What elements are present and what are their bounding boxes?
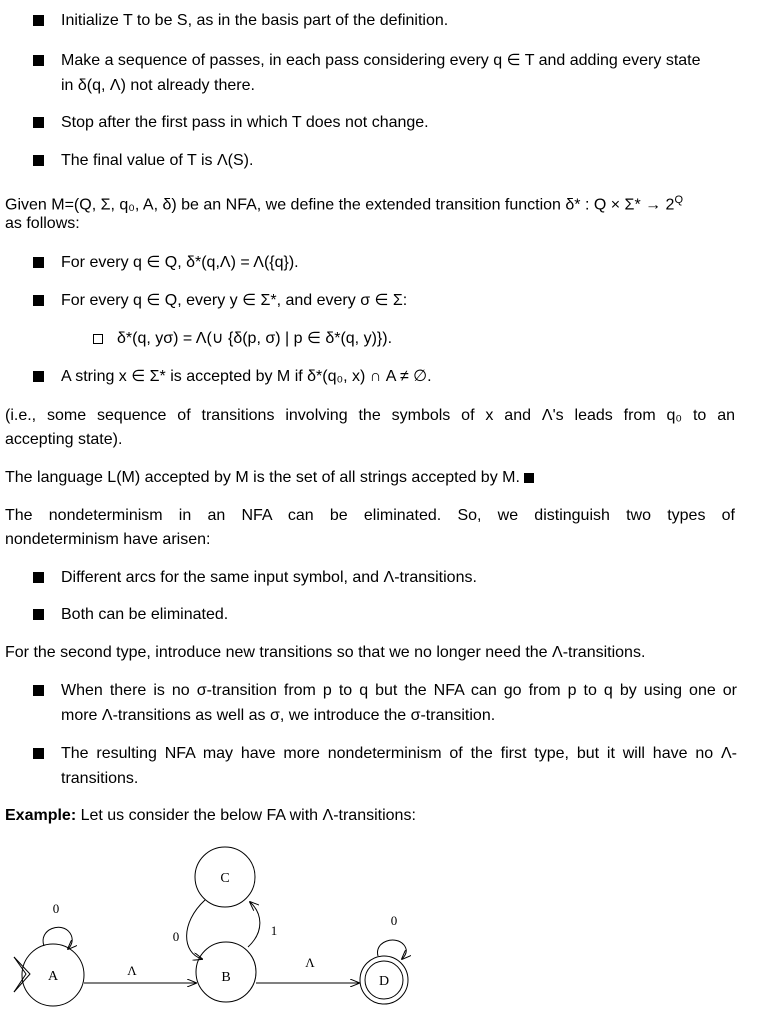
bullet-marker [33,55,44,66]
bullet-marker [33,748,44,759]
types-bullet-arcs: Different arcs for the same input symbol, and Λ-transitions. [61,569,477,586]
bullet-passes-cont: in δ(q, Λ) not already there. [61,77,255,94]
example-text: Let us consider the below FA with Λ-transitions: [76,807,416,824]
definition-text: Given M=(Q, Σ, q₀, A, δ) be an NFA, we define the extended transition function δ* : Q × Σ* → 2 [5,196,675,214]
second-bullet-sigma-cont: more Λ-transitions as well as σ, we introduce the σ-transition. [61,707,496,724]
edge-c-b [187,900,205,959]
bullet-marker [33,15,44,26]
types-bullet-eliminated: Both can be eliminated. [61,606,229,623]
paragraph-language [5,467,534,489]
edge-b-c [248,902,260,947]
edge-label-d-loop: 0 [390,913,398,928]
paragraph-ie-cont: accepting state). [5,431,123,448]
language-text: The language L(M) accepted by M is the set of all strings accepted by M. [5,469,520,486]
example-line [5,805,416,827]
fa-diagram [0,835,783,1035]
edge-label-b-d: Λ [305,955,315,970]
state-c-label: C [220,871,230,886]
definition-superscript: Q [674,194,684,206]
state-d-label: D [378,974,390,989]
paragraph-nondeterminism-cont: nondeterminism have arisen: [5,531,211,548]
state-b-label: B [221,970,231,985]
bullet-marker [33,295,44,306]
definition-intro-cont: as follows: [5,215,80,232]
end-of-definition-icon [524,473,534,483]
sub-bullet-marker [93,334,103,344]
def-bullet-accepted: A string x ∈ Σ* is accepted by M if δ*(q₀, x) ∩ A ≠ ∅. [61,368,432,385]
def-bullet-basis: For every q ∈ Q, δ*(q,Λ) = Λ({q}). [61,254,299,271]
bullet-passes: Make a sequence of passes, in each pass considering every q ∈ T and adding every state [61,52,701,69]
bullet-marker [33,257,44,268]
second-bullet-sigma: When there is no σ-transition from p to q but the NFA can go from p to q by using one or [61,682,737,699]
bullet-marker [33,117,44,128]
second-type-intro: For the second type, introduce new transitions so that we no longer need the Λ-transitions. [5,644,646,661]
paragraph-ie: (i.e., some sequence of transitions involving the symbols of x and Λ's leads from q₀ to an [5,407,735,424]
bullet-final: The final value of T is Λ(S). [61,152,254,169]
bullet-marker [33,371,44,382]
paragraph-nondeterminism: The nondeterminism in an NFA can be eliminated. So, we distinguish two types of [5,507,735,524]
edge-label-a-b: Λ [127,963,137,978]
state-a-label: A [47,969,59,984]
bullet-marker [33,609,44,620]
def-sub-bullet: δ*(q, yσ) = Λ(∪ {δ(p, σ) | p ∈ δ*(q, y)}). [117,330,393,347]
self-loop-a [43,927,72,949]
def-bullet-recursive: For every q ∈ Q, every y ∈ Σ*, and every σ ∈ Σ: [61,292,408,309]
bullet-marker [33,572,44,583]
bullet-marker [33,155,44,166]
bullet-stop: Stop after the first pass in which T does not change. [61,114,429,131]
bullet-initialize: Initialize T to be S, as in the basis part of the definition. [61,12,449,29]
example-label: Example: [5,807,77,824]
edge-label-c-b: 0 [172,929,180,944]
second-bullet-result: The resulting NFA may have more nondeterminism of the first type, but it will have no Λ- [61,745,737,762]
edge-label-a-loop: 0 [52,901,60,916]
definition-intro [5,189,683,216]
second-bullet-result-cont: transitions. [61,770,139,787]
edge-label-b-c: 1 [270,923,278,938]
bullet-marker [33,685,44,696]
